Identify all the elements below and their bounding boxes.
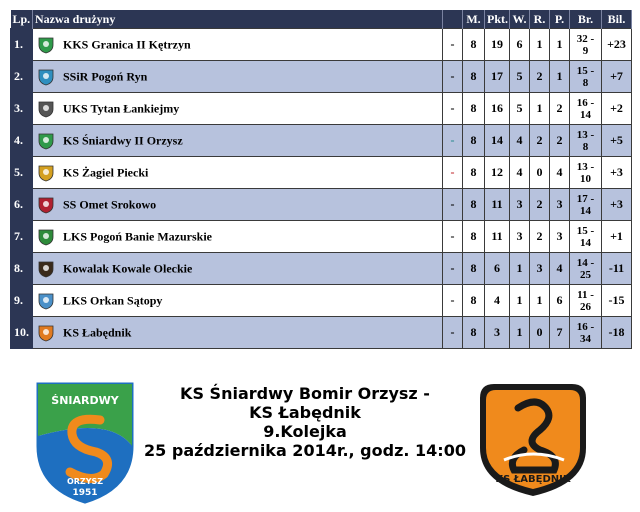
row-goals	[570, 189, 602, 221]
goals-for: 13 -	[576, 128, 595, 141]
goals-for: 11 -	[577, 288, 594, 301]
team-crest-icon	[37, 100, 55, 118]
row-balance: +7	[602, 61, 632, 93]
match-line-2: KS Łabędnik	[249, 403, 361, 422]
sniardwy-orzysz-crest-icon	[30, 376, 140, 506]
table-row	[11, 93, 632, 125]
row-mark: -	[443, 157, 463, 189]
row-balance: -11	[602, 253, 632, 285]
row-position: 1.	[11, 29, 33, 61]
row-goals	[570, 61, 602, 93]
row-goals	[570, 29, 602, 61]
row-goals	[570, 93, 602, 125]
crest-top-text: ŚNIARDWY	[51, 394, 119, 407]
header-p: P.	[550, 10, 570, 29]
row-goals	[570, 317, 602, 349]
goals-for: 16 -	[576, 96, 595, 109]
row-matches: 8	[463, 29, 485, 61]
row-points: 14	[485, 125, 510, 157]
row-points: 11	[485, 189, 510, 221]
row-draws: 2	[530, 61, 550, 93]
row-draws: 3	[530, 253, 550, 285]
team-name: LKS Pogoń Banie Mazurskie	[63, 229, 213, 243]
row-position: 3.	[11, 93, 33, 125]
match-line-1: KS Śniardwy Bomir Orzysz -	[180, 384, 430, 403]
row-position: 8.	[11, 253, 33, 285]
row-team	[33, 61, 443, 93]
row-losses: 3	[550, 221, 570, 253]
row-goals	[570, 285, 602, 317]
row-losses: 7	[550, 317, 570, 349]
match-date: 25 października 2014r., godz. 14:00	[144, 441, 466, 460]
goals-against: 10	[580, 172, 591, 185]
row-team	[33, 285, 443, 317]
row-draws: 2	[530, 189, 550, 221]
row-losses: 3	[550, 189, 570, 221]
row-points: 4	[485, 285, 510, 317]
team-crest-icon	[37, 132, 55, 150]
header-bil: Bil.	[602, 10, 632, 29]
row-team	[33, 157, 443, 189]
row-points: 17	[485, 61, 510, 93]
row-points: 19	[485, 29, 510, 61]
header-r: R.	[530, 10, 550, 29]
row-team	[33, 253, 443, 285]
team-name: KS Łabędnik	[63, 325, 132, 339]
row-matches: 8	[463, 317, 485, 349]
row-draws: 1	[530, 93, 550, 125]
row-position: 4.	[11, 125, 33, 157]
header-lp: Lp.	[11, 10, 33, 29]
row-losses: 2	[550, 93, 570, 125]
header-m: M.	[463, 10, 485, 29]
row-position: 5.	[11, 157, 33, 189]
row-matches: 8	[463, 189, 485, 221]
row-matches: 8	[463, 125, 485, 157]
team-name: KS Żagiel Piecki	[63, 165, 149, 179]
labednik-crest-icon	[474, 378, 592, 500]
row-points: 12	[485, 157, 510, 189]
row-wins: 4	[510, 157, 530, 189]
row-matches: 8	[463, 253, 485, 285]
row-points: 11	[485, 221, 510, 253]
row-losses: 1	[550, 61, 570, 93]
goals-against: 14	[580, 108, 591, 121]
row-mark: -	[443, 253, 463, 285]
team-crest-icon	[37, 228, 55, 246]
goals-for: 32 -	[576, 32, 595, 45]
row-team	[33, 125, 443, 157]
row-matches: 8	[463, 221, 485, 253]
goals-against: 9	[582, 44, 589, 57]
goals-for: 14 -	[576, 256, 595, 269]
team-crest-icon	[37, 164, 55, 182]
row-draws: 0	[530, 157, 550, 189]
row-mark: -	[443, 317, 463, 349]
goals-for: 17 -	[576, 192, 595, 205]
row-team	[33, 317, 443, 349]
row-balance: +1	[602, 221, 632, 253]
row-team	[33, 93, 443, 125]
team-name: KKS Granica II Kętrzyn	[63, 37, 191, 51]
row-balance: +5	[602, 125, 632, 157]
header-br: Br.	[570, 10, 602, 29]
row-draws: 2	[530, 125, 550, 157]
row-mark: -	[443, 221, 463, 253]
row-balance: +3	[602, 157, 632, 189]
row-balance: +2	[602, 93, 632, 125]
table-row	[11, 285, 632, 317]
row-wins: 6	[510, 29, 530, 61]
row-draws: 1	[530, 29, 550, 61]
goals-against: 8	[582, 76, 589, 89]
row-balance: -18	[602, 317, 632, 349]
header-team: Nazwa drużyny	[33, 10, 443, 29]
row-draws: 1	[530, 285, 550, 317]
row-team	[33, 29, 443, 61]
row-draws: 0	[530, 317, 550, 349]
row-wins: 5	[510, 61, 530, 93]
goals-for: 16 -	[576, 320, 595, 333]
row-mark: -	[443, 29, 463, 61]
row-goals	[570, 221, 602, 253]
header-row	[11, 10, 632, 29]
standings-table	[10, 10, 632, 349]
team-name: SS Omet Srokowo	[63, 197, 157, 211]
row-wins: 1	[510, 285, 530, 317]
match-info	[140, 384, 470, 460]
goals-against: 14	[580, 204, 591, 217]
row-balance: -15	[602, 285, 632, 317]
table-row	[11, 125, 632, 157]
row-wins: 5	[510, 93, 530, 125]
row-wins: 1	[510, 253, 530, 285]
row-balance: +23	[602, 29, 632, 61]
league-table	[10, 10, 631, 356]
row-matches: 8	[463, 157, 485, 189]
row-position: 2.	[11, 61, 33, 93]
row-draws: 2	[530, 221, 550, 253]
row-wins: 4	[510, 125, 530, 157]
row-mark: -	[443, 93, 463, 125]
row-points: 6	[485, 253, 510, 285]
goals-against: 34	[580, 332, 591, 345]
team-crest-icon	[37, 196, 55, 214]
row-losses: 4	[550, 157, 570, 189]
row-position: 6.	[11, 189, 33, 221]
table-row	[11, 157, 632, 189]
row-points: 16	[485, 93, 510, 125]
team-name: KS Śniardwy II Orzysz	[63, 133, 183, 147]
team-crest-icon	[37, 36, 55, 54]
row-goals	[570, 253, 602, 285]
table-row	[11, 221, 632, 253]
table-row	[11, 189, 632, 221]
team-name: SSiR Pogoń Ryn	[63, 69, 148, 83]
header-pkt: Pkt.	[485, 10, 510, 29]
row-wins: 3	[510, 221, 530, 253]
crest-year: 1951	[72, 488, 98, 498]
header-mark	[443, 10, 463, 29]
header-w: W.	[510, 10, 530, 29]
team-name: Kowalak Kowale Oleckie	[63, 261, 193, 275]
crest-bottom-text: ORZYSZ	[66, 477, 104, 486]
row-team	[33, 189, 443, 221]
row-position: 7.	[11, 221, 33, 253]
row-mark: -	[443, 285, 463, 317]
goals-against: 26	[580, 300, 591, 313]
row-goals	[570, 125, 602, 157]
row-mark: -	[443, 125, 463, 157]
row-wins: 3	[510, 189, 530, 221]
row-wins: 1	[510, 317, 530, 349]
row-matches: 8	[463, 61, 485, 93]
match-round: 9.Kolejka	[263, 422, 347, 441]
table-row	[11, 253, 632, 285]
team-crest-icon	[37, 292, 55, 310]
row-balance: +3	[602, 189, 632, 221]
team-name: LKS Orkan Sątopy	[63, 293, 163, 307]
row-losses: 6	[550, 285, 570, 317]
row-goals	[570, 157, 602, 189]
goals-for: 15 -	[576, 224, 595, 237]
goals-for: 15 -	[576, 64, 595, 77]
row-position: 10.	[11, 317, 33, 349]
team-name: UKS Tytan Łankiejmy	[63, 101, 180, 115]
row-matches: 8	[463, 93, 485, 125]
labednik-crest-text: KS ŁABĘDNIK	[495, 474, 571, 485]
row-mark: -	[443, 61, 463, 93]
match-announcement	[0, 368, 640, 512]
goals-against: 25	[580, 268, 591, 281]
row-matches: 8	[463, 285, 485, 317]
row-team	[33, 221, 443, 253]
goals-for: 13 -	[576, 160, 595, 173]
goals-against: 14	[580, 236, 591, 249]
row-losses: 2	[550, 125, 570, 157]
table-row	[11, 29, 632, 61]
row-mark: -	[443, 189, 463, 221]
team-crest-icon	[37, 260, 55, 278]
team-crest-icon	[37, 324, 55, 342]
row-losses: 4	[550, 253, 570, 285]
goals-against: 8	[582, 140, 589, 153]
table-row	[11, 61, 632, 93]
table-row	[11, 317, 632, 349]
team-crest-icon	[37, 68, 55, 86]
row-losses: 1	[550, 29, 570, 61]
row-position: 9.	[11, 285, 33, 317]
row-points: 3	[485, 317, 510, 349]
